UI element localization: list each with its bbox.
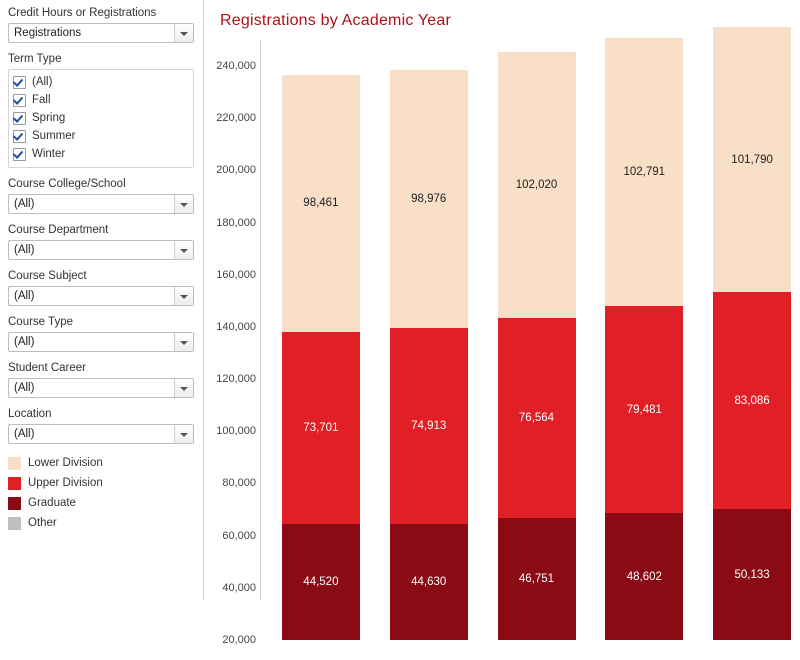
filter-credit-hours-or-registrations (8, 6, 195, 43)
bar-segment-label: 79,481 (626, 403, 662, 416)
term-type-option-summer[interactable] (13, 127, 189, 145)
bar-segment-label: 44,520 (303, 575, 339, 588)
bar-segment-label: 102,020 (515, 179, 558, 192)
term-type-option-spring[interactable] (13, 109, 189, 127)
bar-segment[interactable] (390, 70, 468, 328)
term-type-option-label: Summer (32, 130, 76, 142)
chevron-down-icon[interactable] (174, 379, 193, 397)
term-type-checkbox-list (8, 69, 194, 168)
filter-label: Location (8, 408, 52, 420)
legend-label: Other (28, 517, 57, 529)
bar-segment[interactable] (713, 509, 791, 640)
bar-segment[interactable] (498, 518, 576, 640)
student-career-dropdown[interactable] (8, 378, 194, 398)
filter-course-college-school (8, 177, 195, 214)
bar-segment[interactable] (390, 524, 468, 640)
term-type-option-label: (All) (32, 76, 53, 88)
filter-label: Course Subject (8, 270, 87, 282)
filter-student-career (8, 361, 195, 398)
chevron-down-icon[interactable] (174, 287, 193, 305)
bar-series-container (261, 40, 800, 600)
filters-sidebar (0, 0, 204, 600)
legend-swatch-icon (8, 457, 21, 470)
bar-segment[interactable] (498, 318, 576, 518)
legend-swatch-icon (8, 477, 21, 490)
checkbox-icon[interactable] (13, 112, 26, 125)
y-axis-tick-label: 60,000 (222, 529, 256, 542)
bar-segment-label: 73,701 (303, 421, 339, 434)
chevron-down-icon[interactable] (174, 195, 193, 213)
dropdown-value: (All) (14, 290, 35, 302)
filter-term-type (8, 52, 195, 168)
chevron-down-icon[interactable] (174, 333, 193, 351)
bar-segment[interactable] (498, 52, 576, 318)
chevron-down-icon[interactable] (174, 241, 193, 259)
dropdown-value: (All) (14, 382, 35, 394)
dropdown-value: (All) (14, 198, 35, 210)
bar-segment[interactable] (282, 332, 360, 524)
bar-segment-label: 101,790 (731, 153, 773, 166)
checkbox-icon[interactable] (13, 148, 26, 161)
chart-panel (204, 0, 800, 646)
y-axis-tick-label: 40,000 (222, 581, 256, 594)
legend-item-other[interactable] (8, 513, 195, 533)
legend-label: Graduate (28, 497, 76, 509)
y-axis-tick-label: 220,000 (216, 112, 256, 125)
filter-label: Credit Hours or Registrations (8, 7, 157, 19)
bar-segment[interactable] (282, 75, 360, 332)
y-axis-tick-label: 200,000 (216, 164, 256, 177)
filter-course-type (8, 315, 195, 352)
bar-segment[interactable] (605, 38, 683, 306)
chart-legend (8, 453, 195, 533)
course-type-dropdown[interactable] (8, 332, 194, 352)
bar-segment-label: 44,630 (411, 575, 447, 588)
legend-label: Upper Division (28, 477, 103, 489)
bar-segment[interactable] (390, 328, 468, 523)
bar-segment-label: 98,461 (303, 197, 339, 210)
checkbox-icon[interactable] (13, 130, 26, 143)
bar-segment[interactable] (605, 306, 683, 513)
course-college-school-dropdown[interactable] (8, 194, 194, 214)
term-type-option-winter[interactable] (13, 145, 189, 163)
bar-group[interactable] (605, 90, 683, 660)
dropdown-value: (All) (14, 428, 35, 440)
checkbox-icon[interactable] (13, 94, 26, 107)
bar-group[interactable] (713, 79, 791, 660)
filter-label: Student Career (8, 362, 86, 374)
course-department-dropdown[interactable] (8, 240, 194, 260)
dropdown-value: (All) (14, 244, 35, 256)
legend-swatch-icon (8, 497, 21, 510)
legend-item-lower-division[interactable] (8, 453, 195, 473)
filter-label: Term Type (8, 53, 62, 65)
bar-segment-label: 83,086 (734, 394, 770, 407)
filter-location (8, 407, 195, 444)
filter-label: Course Type (8, 316, 73, 328)
bar-group[interactable] (282, 127, 360, 660)
legend-item-graduate[interactable] (8, 493, 195, 513)
bar-segment-label: 102,791 (623, 165, 666, 178)
bar-segment[interactable] (713, 292, 791, 509)
bar-segment-label: 46,751 (518, 573, 555, 585)
dropdown-value: (All) (14, 336, 35, 348)
y-axis-tick-label: 160,000 (216, 268, 256, 281)
filter-label: Course College/School (8, 178, 126, 190)
bar-segment[interactable] (605, 513, 683, 640)
bar-segment-label: 76,564 (518, 412, 555, 425)
legend-label: Lower Division (28, 457, 103, 469)
chevron-down-icon[interactable] (174, 425, 193, 443)
chevron-down-icon[interactable] (174, 24, 193, 42)
y-axis-tick-label: 240,000 (216, 60, 256, 73)
location-dropdown[interactable] (8, 424, 194, 444)
y-axis-tick-label: 120,000 (216, 373, 256, 386)
legend-swatch-icon (8, 517, 21, 530)
y-axis-tick-label: 80,000 (222, 477, 256, 490)
filter-course-department (8, 223, 195, 260)
y-axis-tick-label: 140,000 (216, 320, 256, 333)
y-axis-tick-label: 20,000 (222, 634, 256, 646)
bar-group[interactable] (390, 122, 468, 660)
y-axis-tick-label: 180,000 (216, 216, 256, 229)
bar-group[interactable] (498, 104, 576, 660)
chart-plot (204, 40, 800, 646)
measure-dropdown[interactable] (8, 23, 194, 43)
filter-course-subject (8, 269, 195, 306)
y-axis (204, 40, 260, 646)
bar-segment-label: 74,913 (411, 419, 447, 432)
bar-segment-label: 48,602 (626, 570, 662, 583)
bar-segment[interactable] (713, 27, 791, 293)
term-type-option-fall[interactable] (13, 91, 189, 109)
bar-segment-label: 50,133 (734, 568, 770, 581)
bar-segment[interactable] (282, 524, 360, 640)
term-type-option-all[interactable] (13, 73, 189, 91)
course-subject-dropdown[interactable] (8, 286, 194, 306)
measure-dropdown-value: Registrations (14, 27, 82, 39)
filter-label: Course Department (8, 224, 109, 236)
y-axis-tick-label: 100,000 (216, 425, 256, 438)
term-type-option-label: Winter (32, 148, 66, 160)
term-type-option-label: Spring (32, 112, 66, 124)
chart-title: Registrations by Academic Year (220, 12, 452, 29)
checkbox-icon[interactable] (13, 76, 26, 89)
term-type-option-label: Fall (32, 94, 51, 106)
legend-item-upper-division[interactable] (8, 473, 195, 493)
bar-segment-label: 98,976 (411, 193, 447, 206)
